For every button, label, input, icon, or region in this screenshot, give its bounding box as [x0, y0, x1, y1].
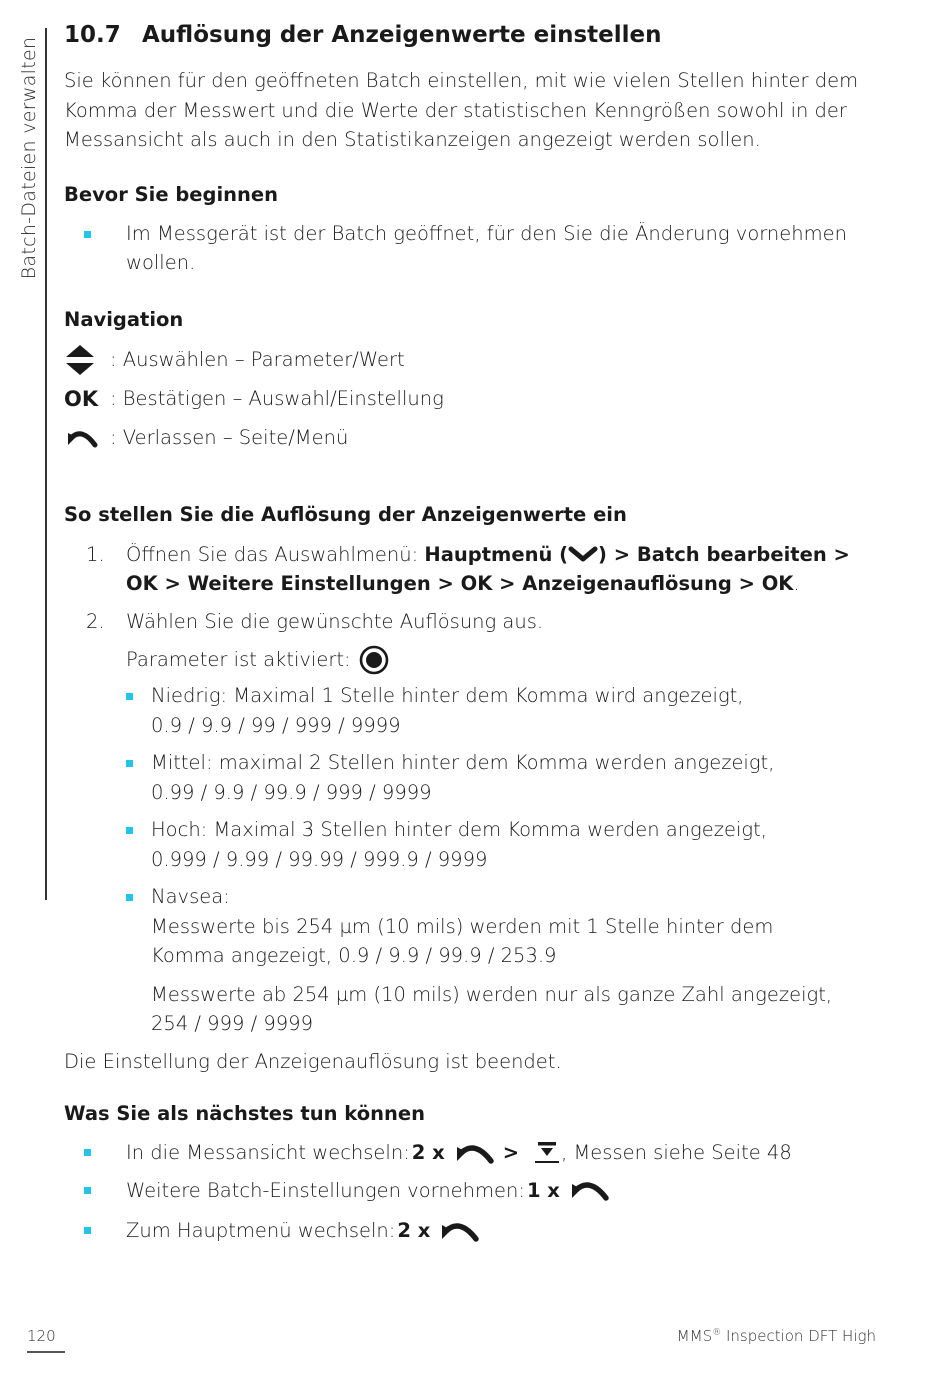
next-item1-prefix: In die Messansicht wechseln: — [126, 1141, 410, 1164]
option-line1: Hoch: Maximal 3 Stellen hinter dem Komma werden angezeigt, — [151, 818, 767, 841]
step-number: 1. — [86, 542, 105, 566]
bullet-marker — [84, 231, 91, 238]
page-content — [64, 22, 884, 1246]
next-item2-count: 1 x — [526, 1178, 560, 1202]
radio-selected-icon — [359, 645, 389, 675]
procedure-step-1 — [64, 540, 884, 599]
navsea-label: Navsea: — [151, 885, 230, 908]
option-text — [151, 815, 767, 874]
option-navsea — [126, 882, 884, 1039]
intro-paragraph: Sie können für den geöffneten Batch einstellen, mit wie vielen Stellen hinter dem Komma der Messwert und die Werte der statistischen Kenngrößen sowohl in der Messansicht als auch in den Statistikanzeigen angezeigt werden sollen. — [64, 69, 859, 151]
nav-row-select — [64, 345, 884, 375]
next-item1-sep: > — [502, 1141, 520, 1164]
back-arrow-icon — [64, 427, 110, 449]
step-text — [126, 607, 884, 1039]
option-mittel — [126, 748, 884, 807]
step-number: 2. — [86, 609, 105, 633]
next-item-settings — [64, 1176, 884, 1206]
next-item-mainmenu — [64, 1216, 884, 1246]
next-item-measure — [64, 1138, 884, 1168]
nav-exit-text: : Verlassen – Seite/Menü — [110, 426, 349, 449]
back-arrow-icon — [568, 1178, 610, 1202]
option-line2: 0.9 / 9.9 / 99 / 999 / 9999 — [151, 713, 401, 737]
nav-row-confirm — [64, 384, 884, 414]
step1-path-a: Hauptmenü ( — [424, 542, 569, 566]
procedure-step-2 — [64, 607, 884, 1039]
option-line2: 0.999 / 9.99 / 99.99 / 999.9 / 9999 — [151, 847, 488, 871]
step2-activated — [126, 645, 884, 675]
next-item2-prefix: Weitere Batch-Einstellungen vornehmen: — [126, 1178, 525, 1202]
option-line1: Mittel: maximal 2 Stellen hinter dem Komma werden angezeigt, — [151, 751, 775, 774]
option-line1: Niedrig: Maximal 1 Stelle hinter dem Komma wird angezeigt, — [151, 684, 744, 707]
step2-text: Wählen Sie die gewünschte Auflösung aus. — [126, 609, 544, 633]
back-arrow-icon — [453, 1141, 495, 1165]
footer-product-title — [677, 1327, 876, 1345]
step1-path-b: ) > Batch bearbeiten > OK > Weitere Einstellungen > OK > Anzeigenauflösung > OK — [126, 542, 850, 595]
ok-key-icon — [64, 387, 110, 411]
option-text — [151, 882, 841, 1039]
bullet-marker — [126, 693, 133, 700]
navsea-para2: Messwerte ab 254 µm (10 mils) werden nur als ganze Zahl angezeigt, 254 / 999 / 9999 — [151, 982, 833, 1035]
step2-activated-text: Parameter ist aktiviert: — [126, 648, 351, 672]
bullet-marker — [126, 894, 133, 901]
nav-confirm-text: : Bestätigen – Auswahl/Einstellung — [110, 387, 444, 410]
ok-key-label: OK — [64, 386, 99, 411]
section-heading — [64, 22, 884, 48]
procedure-heading: So stellen Sie die Auflösung der Anzeigenwerte ein — [64, 502, 627, 526]
back-arrow-icon — [438, 1219, 480, 1243]
step1-suffix: . — [793, 572, 800, 595]
option-niedrig — [126, 681, 884, 740]
section-title: Auflösung der Anzeigenwerte einstellen — [142, 22, 662, 48]
next-item1-count: 2 x — [411, 1141, 445, 1164]
navigation-heading: Navigation — [64, 307, 184, 331]
chevron-down-icon — [568, 545, 598, 563]
footer-title-rest: Inspection DFT High — [721, 1327, 876, 1345]
bullet-marker — [84, 1149, 91, 1156]
step1-prefix: Öffnen Sie das Auswahlmenü: — [126, 542, 425, 566]
before-item — [64, 219, 884, 278]
before-item-text: Im Messgerät ist der Batch geöffnet, für den Sie die Änderung vornehmen wollen. — [126, 221, 847, 274]
next-item1-suffix: , Messen siehe Seite 48 — [561, 1141, 792, 1164]
navigation-list — [64, 345, 884, 453]
nav-select-text: : Auswählen – Parameter/Wert — [110, 348, 405, 371]
side-tab — [14, 28, 44, 288]
bullet-marker — [84, 1227, 91, 1234]
next-item3-count: 2 x — [397, 1219, 431, 1242]
next-item3-prefix: Zum Hauptmenü wechseln: — [126, 1219, 396, 1242]
measure-probe-icon — [533, 1140, 561, 1166]
before-heading: Bevor Sie beginnen — [64, 182, 279, 206]
procedure-result: Die Einstellung der Anzeigenauflösung ist beendet. — [64, 1049, 562, 1073]
side-tab-label: Batch-Dateien verwalten — [18, 36, 40, 280]
up-down-arrows-icon — [64, 343, 110, 377]
nav-row-exit — [64, 423, 884, 453]
step-text — [126, 540, 884, 599]
option-text — [151, 748, 774, 807]
option-line2: 0.99 / 9.9 / 99.9 / 999 / 9999 — [151, 780, 432, 804]
bullet-marker — [126, 760, 133, 767]
section-number: 10.7 — [64, 22, 121, 48]
page-number: 120 — [27, 1327, 56, 1345]
footer-title-brand: MMS — [676, 1327, 713, 1345]
option-text — [151, 681, 744, 740]
bullet-marker — [84, 1187, 91, 1194]
side-divider — [45, 28, 47, 900]
bullet-marker — [126, 827, 133, 834]
option-hoch — [126, 815, 884, 874]
next-heading: Was Sie als nächstes tun können — [64, 1102, 425, 1125]
procedure-steps — [64, 540, 884, 1039]
registered-mark: ® — [712, 1328, 722, 1338]
footer-divider — [27, 1351, 65, 1353]
navsea-para1: Messwerte bis 254 µm (10 mils) werden mit 1 Stelle hinter dem Komma angezeigt, 0.9 / 9.9 / 99.9 / 253.9 — [151, 914, 774, 967]
